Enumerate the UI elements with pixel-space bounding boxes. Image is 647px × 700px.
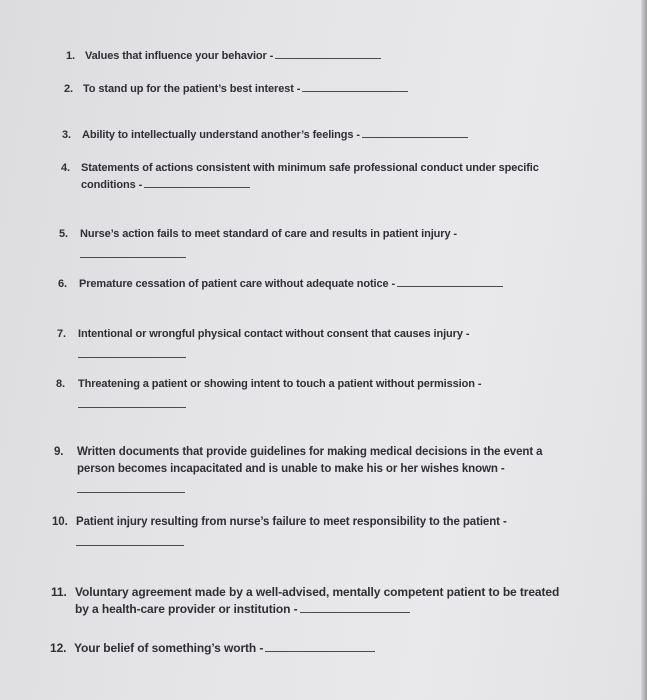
question-12 (50, 640, 642, 657)
question-7 (57, 326, 637, 358)
question-number: 4. (61, 162, 70, 174)
answer-blank[interactable] (300, 602, 410, 613)
answer-blank[interactable] (78, 397, 186, 408)
question-text: To stand up for the patient’s best interest - (83, 83, 301, 95)
question-text: Patient injury resulting from nurse’s failure to meet responsibility to the patient - (76, 516, 507, 528)
answer-blank[interactable] (76, 535, 184, 546)
question-3 (62, 127, 632, 144)
question-9 (54, 444, 642, 493)
question-1 (66, 48, 626, 65)
question-10 (52, 514, 642, 546)
question-11 (51, 584, 643, 618)
answer-blank[interactable] (397, 276, 503, 287)
question-text-line-1: Written documents that provide guidelines for making medical decisions in the event a (77, 446, 543, 458)
question-number: 3. (62, 129, 71, 141)
question-number: 2. (64, 83, 73, 95)
question-text: Intentional or wrongful physical contact without consent that causes injury - (78, 328, 470, 340)
answer-blank[interactable] (302, 81, 408, 92)
question-text: Premature cessation of patient care without adequate notice - (79, 278, 396, 290)
answer-blank[interactable] (80, 247, 186, 258)
question-number: 10. (52, 516, 68, 528)
question-text-line-1: Statements of actions consistent with minimum safe professional conduct under specific (81, 162, 539, 174)
answer-blank[interactable] (78, 347, 186, 358)
question-text: Your belief of something’s worth - (74, 641, 264, 655)
question-number: 5. (59, 228, 68, 240)
question-number: 7. (57, 328, 66, 340)
question-number: 6. (58, 278, 67, 290)
answer-blank[interactable] (275, 48, 381, 59)
question-number: 9. (54, 446, 64, 458)
question-8 (56, 376, 641, 408)
question-text-line-2: conditions - (81, 179, 143, 191)
question-text: Nurse’s action fails to meet standard of care and results in patient injury - (80, 228, 457, 240)
answer-blank[interactable] (77, 482, 185, 493)
question-2 (64, 81, 624, 98)
question-text-line-2: by a health-care provider or institution - (75, 602, 298, 616)
question-6 (58, 276, 638, 293)
question-4 (61, 160, 636, 194)
question-5 (59, 226, 634, 258)
answer-blank[interactable] (144, 177, 250, 188)
answer-blank[interactable] (265, 641, 375, 652)
question-number: 11. (51, 585, 67, 599)
answer-blank[interactable] (362, 127, 468, 138)
question-text-line-2: person becomes incapacitated and is unable to make his or her wishes known - (77, 463, 505, 475)
question-number: 1. (66, 50, 75, 62)
question-number: 8. (56, 378, 65, 390)
question-text: Ability to intellectually understand another’s feelings - (82, 129, 360, 141)
question-number: 12. (50, 641, 67, 655)
question-text: Threatening a patient or showing intent to touch a patient without permission - (78, 378, 482, 390)
question-text: Values that influence your behavior - (85, 50, 274, 62)
question-text-line-1: Voluntary agreement made by a well-advised, mentally competent patient to be treated (75, 585, 560, 599)
